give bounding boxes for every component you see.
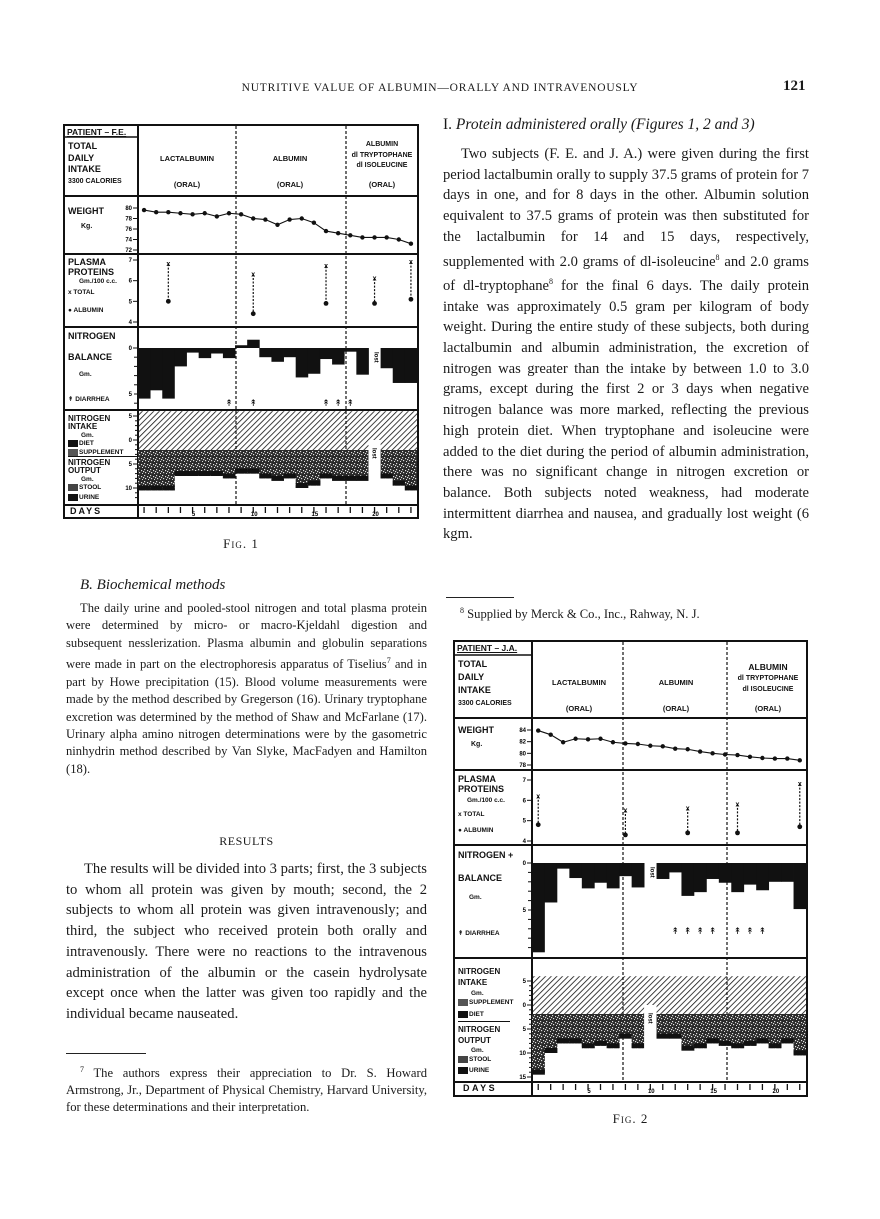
period-2-name: ALBUMIN (272, 154, 308, 163)
weight-unit: Kg. (471, 741, 483, 748)
legend-supplement: SUPPLEMENT (458, 999, 513, 1006)
svg-text:15: 15 (710, 1089, 717, 1095)
weight-unit: Kg. (81, 223, 93, 230)
svg-text:5: 5 (128, 299, 132, 306)
svg-text:7: 7 (522, 778, 526, 784)
balance-label-2: BALANCE (458, 873, 502, 883)
svg-text:10: 10 (125, 486, 132, 492)
svg-text:72: 72 (125, 248, 132, 254)
intake-label: NITROGEN INTAKE (458, 967, 501, 987)
svg-text:6: 6 (128, 278, 132, 285)
svg-text:↟: ↟ (225, 399, 233, 409)
weight-label: WEIGHT (458, 725, 494, 735)
svg-text:5: 5 (128, 392, 132, 398)
running-head: NUTRITIVE VALUE OF ALBUMIN—ORALLY AND INTRAVENOUSLY (241, 82, 639, 94)
days-label: DAYS (463, 1083, 498, 1093)
svg-text:x: x (735, 801, 740, 809)
svg-text:10: 10 (250, 512, 258, 517)
svg-text:4: 4 (522, 839, 526, 845)
svg-text:x: x (623, 807, 628, 815)
diarrhea-legend: ↟ DIARRHEA (68, 396, 110, 403)
output-unit: Gm. (471, 1047, 484, 1054)
svg-text:6: 6 (522, 798, 526, 805)
svg-text:20: 20 (372, 512, 379, 517)
plasma-label: PLASMA PROTEINS (458, 774, 505, 794)
svg-text:x: x (166, 261, 171, 269)
plasma-unit: Gm./100 c.c. (79, 278, 117, 285)
plasma-legend-total: x TOTAL (458, 811, 485, 818)
period-2-route: (ORAL) (662, 704, 690, 713)
footnote-rule (66, 1053, 146, 1054)
period-3-name: ALBUMIN dl TRYPTOPHANE dl ISOLEUCINE (737, 662, 799, 693)
diarrhea-legend: ↟ DIARRHEA (458, 930, 500, 937)
svg-text:lost: lost (370, 448, 377, 459)
balance-unit: Gm. (79, 371, 92, 378)
svg-text:↟: ↟ (733, 927, 742, 937)
balance-label-1: NITROGEN + (458, 850, 514, 860)
legend-stool: STOOL (68, 484, 101, 491)
svg-text:x: x (408, 259, 413, 267)
legend-divider (458, 1021, 510, 1022)
period-3-name: ALBUMIN dl TRYPTOPHANE dl ISOLEUCINE (351, 141, 413, 169)
legend-diet: DIET (68, 440, 94, 447)
svg-text:5: 5 (128, 414, 132, 420)
svg-text:10: 10 (519, 1051, 526, 1057)
figure-2 (453, 640, 808, 1097)
svg-text:lost: lost (646, 1013, 653, 1024)
svg-text:80: 80 (125, 206, 132, 212)
svg-text:20: 20 (772, 1089, 780, 1095)
svg-text:5: 5 (522, 908, 526, 914)
svg-text:5: 5 (191, 512, 196, 517)
intake-header-label: TOTAL DAILY INTAKE 3300 CALORIES (458, 659, 512, 707)
footnote-8: $^8$ Supplied by Merck & Co., Inc., Rahway, N. J. (460, 606, 700, 622)
svg-text:5: 5 (587, 1089, 591, 1095)
svg-text:0: 0 (128, 346, 132, 352)
intake-header-label: TOTAL DAILY INTAKE 3300 CALORIES (68, 141, 122, 185)
legend-urine: URINE (68, 494, 99, 501)
svg-text:↟: ↟ (249, 399, 258, 409)
plasma-legend-albumin: ● ALBUMIN (458, 827, 494, 834)
right-paragraph: Two subjects (F. E. and J. A.) were given during the first period lactalbumin orally to supply 37.5 grams of protein for 7 days in one, and for 8 days in the other. Albumin solution equivalent to 37.5 grams of protein was then substituted for the lactalbumin for 14 and 15 days, respectively, supplemented with 2.0 grams of dl-isoleucine$^8$ and 2.0 grams of dl-tryptophane$^8$ for the final 6 days. The daily protein intake was approximately 0.5 gram per kilogram of body weight. During the entire study of these subjects, both during lactalbumin and albumin administration, the excretion of nitrogen was greater than the intake by between 1.0 to 3.0 grams, except during the first 2 or 3 days when negative nitrogen balance was more marked, reflecting the previous high protein diet. When tryptophane and isoleucine were added to the diet during the period of albumin administration, there was no significant change in nitrogen excretion or balance. Both subjects noted weakness, had moderate intermittent diarrhea and nausea, and gradually lost weight (6 kgm. (443, 146, 809, 543)
svg-text:x: x (251, 271, 256, 279)
svg-text:x: x (797, 781, 802, 789)
svg-text:78: 78 (125, 216, 132, 223)
svg-text:↟: ↟ (683, 927, 692, 937)
period-1-name: LACTALBUMIN (551, 678, 607, 687)
svg-text:0: 0 (522, 861, 526, 867)
svg-text:↟: ↟ (758, 927, 767, 937)
legend-diet: DIET (458, 1011, 484, 1018)
svg-text:↟: ↟ (746, 927, 754, 937)
svg-text:lost: lost (648, 867, 655, 878)
weight-label: WEIGHT (68, 206, 104, 216)
svg-text:x: x (536, 793, 541, 801)
svg-text:76: 76 (125, 227, 132, 233)
balance-label-2: BALANCE (68, 352, 112, 362)
days-label: DAYS (70, 506, 103, 516)
results-paragraph: The results will be divided into 3 parts; first, the 3 subjects to whom all protein was given by mouth; second, the 2 subjects to whom all protein was given intravenously; and third, the subject who received protein both orally and intravenously. There were no reactions to the intravenous administration of the albumin or the casein hydrolysate except once when the latter was given too rapidly and the individual became nauseated. (66, 861, 427, 1022)
legend-urine: URINE (458, 1067, 489, 1074)
svg-text:82: 82 (519, 739, 526, 746)
svg-text:5: 5 (522, 818, 526, 825)
svg-text:0: 0 (128, 438, 132, 444)
patient-label: PATIENT – J.A. (457, 643, 518, 653)
balance-label-1: NITROGEN (68, 331, 116, 341)
period-1-route: (ORAL) (173, 180, 201, 189)
period-1-name: LACTALBUMIN (159, 154, 215, 163)
output-unit: Gm. (81, 476, 94, 483)
svg-text:74: 74 (125, 237, 132, 244)
svg-text:↟: ↟ (334, 399, 342, 409)
svg-text:10: 10 (647, 1089, 655, 1095)
figure-1 (63, 124, 419, 519)
svg-text:0: 0 (522, 1003, 526, 1009)
svg-text:4: 4 (128, 320, 132, 326)
figure-2-caption: Fig. 2 (612, 1111, 649, 1126)
svg-text:x: x (685, 805, 690, 813)
biochem-heading: B. Biochemical methods (80, 577, 226, 593)
plasma-legend-albumin: ● ALBUMIN (68, 307, 104, 314)
svg-text:↟: ↟ (322, 399, 330, 409)
intake-unit: Gm. (471, 990, 484, 997)
svg-text:15: 15 (311, 512, 319, 517)
plasma-legend-total: x TOTAL (68, 289, 95, 296)
svg-text:↟: ↟ (346, 399, 355, 409)
plasma-label: PLASMA PROTEINS (68, 257, 115, 277)
svg-text:5: 5 (522, 1027, 526, 1033)
period-3-route: (ORAL) (754, 704, 782, 713)
svg-text:x: x (372, 275, 377, 283)
svg-text:x: x (324, 263, 328, 271)
footnote-7: $^7$ The authors express their appreciation to Dr. S. Howard Armstrong, Jr., Department of Physical Chemistry, Harvard University, for these determinations and their interpretation. (66, 1065, 427, 1115)
legend-stool: STOOL (458, 1056, 491, 1063)
results-heading: RESULTS (219, 834, 274, 848)
plasma-unit: Gm./100 c.c. (467, 797, 505, 804)
svg-text:↟: ↟ (671, 927, 680, 937)
period-3-route: (ORAL) (368, 180, 396, 189)
output-label: NITROGEN OUTPUT (68, 458, 111, 475)
svg-text:5: 5 (522, 979, 526, 985)
legend-supplement: SUPPLEMENT (68, 449, 138, 457)
svg-text:↟: ↟ (708, 927, 717, 937)
patient-label: PATIENT – F.E. (67, 127, 127, 137)
svg-text:5: 5 (128, 462, 132, 468)
output-label: NITROGEN OUTPUT (458, 1025, 501, 1045)
balance-unit: Gm. (469, 894, 482, 901)
svg-text:78: 78 (519, 763, 526, 769)
period-2-route: (ORAL) (276, 180, 304, 189)
svg-text:15: 15 (519, 1075, 526, 1081)
svg-text:↟: ↟ (696, 927, 704, 937)
period-2-name: ALBUMIN (658, 678, 694, 687)
intake-label: NITROGEN INTAKE (68, 414, 111, 431)
footnote-rule-right (446, 597, 514, 598)
svg-text:84: 84 (519, 728, 526, 734)
svg-text:80: 80 (519, 751, 526, 758)
svg-text:lost: lost (372, 352, 379, 363)
svg-text:7: 7 (128, 258, 132, 264)
intake-unit: Gm. (81, 432, 94, 439)
page-number: 121 (783, 78, 806, 94)
biochem-paragraph: The daily urine and pooled-stool nitrogen and total plasma protein were determined by micro- or macro-Kjeldahl digestion and subsequent nesslerization. Plasma albumin and globulin separations were made in part on the electrophoresis apparatus of Tiselius$^7$ and in part by Howe precipitation (15). Blood volume measurements were made by the method described by Gregerson (16). Urinary tryptophane excretion was determined by the method of Shaw and McFarlane (17). Urinary alpha amino nitrogen determinations were by the gasometric ninhydrin method described by Van Slyke, MacFadyen and Hamilton (18). (66, 601, 427, 776)
figure-1-caption: Fig. 1 (223, 536, 259, 551)
section-heading: I. Protein administered orally (Figures 1, 2 and 3) (443, 116, 755, 133)
period-1-route: (ORAL) (565, 704, 593, 713)
